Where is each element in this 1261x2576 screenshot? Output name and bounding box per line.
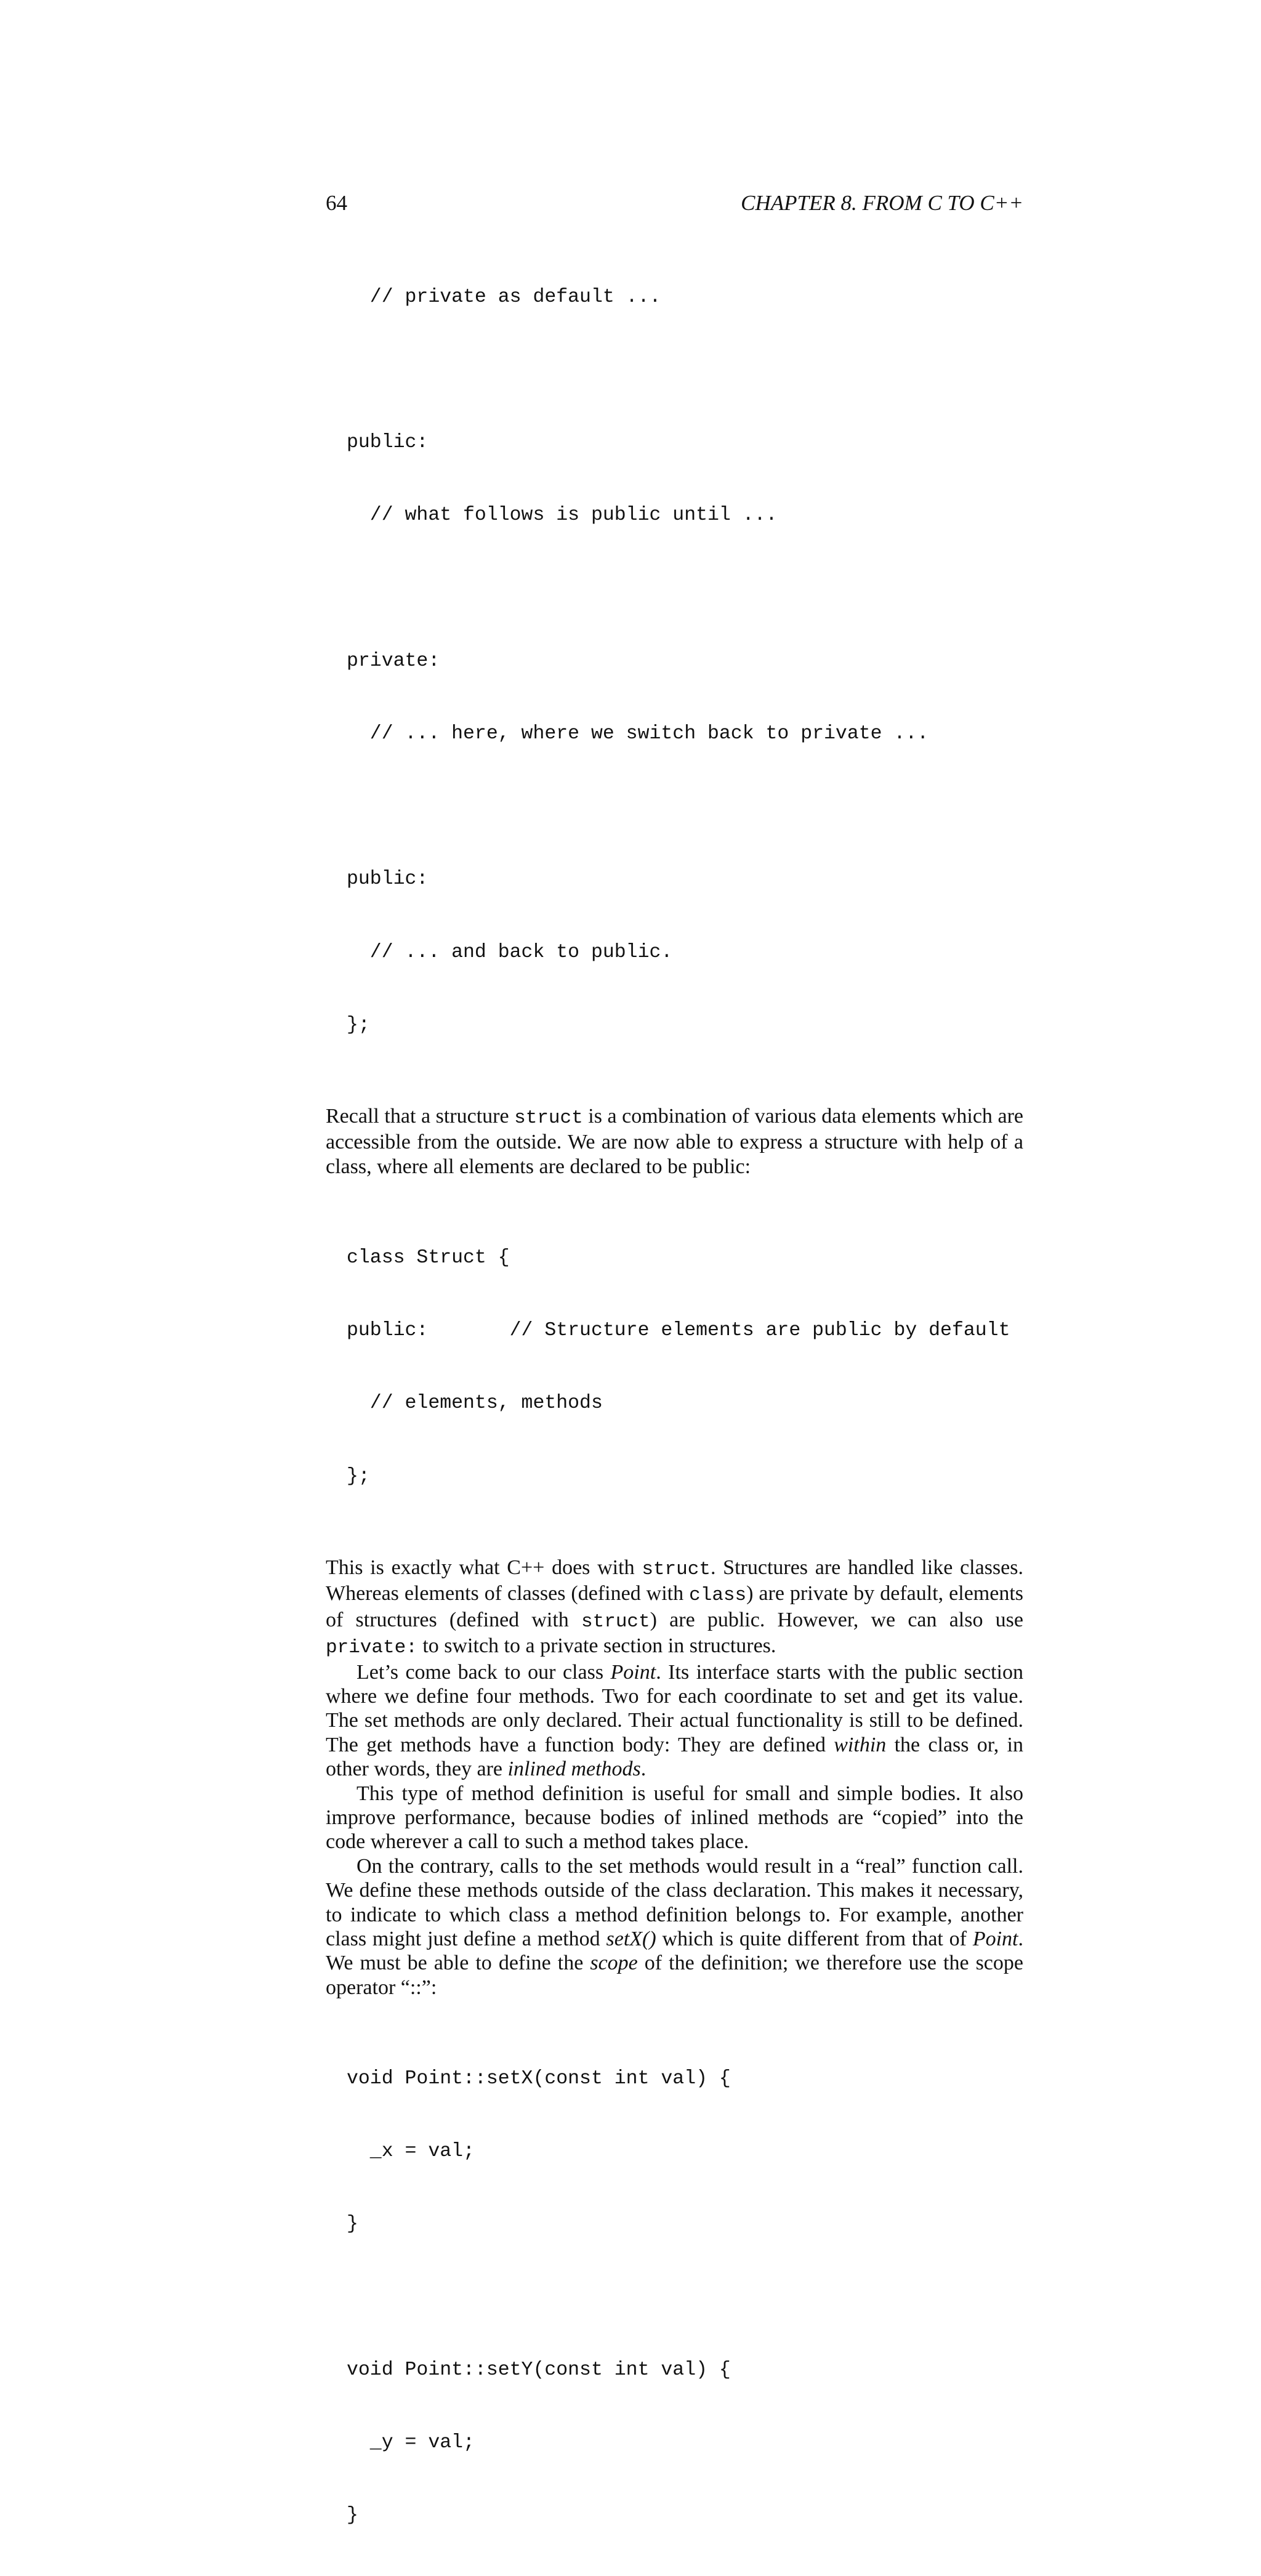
- text-run: the class or, in other words, they are: [326, 1733, 1023, 1781]
- code-block-set-methods: [326, 2018, 1023, 2576]
- code-line: // what follows is public until ...: [347, 504, 778, 527]
- inline-code: struct: [581, 1610, 650, 1633]
- code-line: }: [347, 2213, 358, 2235]
- code-line: _x = val;: [347, 2141, 475, 2163]
- emphasis: within: [834, 1733, 887, 1756]
- page-number: 64: [326, 191, 347, 215]
- emphasis: Point: [972, 1927, 1018, 1950]
- text-run: of the definition; we therefore use the scope operator “::”:: [326, 1952, 1023, 1999]
- text-run: . Its interface starts with the public section where we define four methods. Two for each coordinate to set and get its value. The set methods are only declared. Their actual functionality is still to be defined. The get methods have a function body: They are defined: [326, 1660, 1023, 1756]
- paragraph-inline-performance: [326, 1782, 1023, 1854]
- code-line: private:: [347, 650, 440, 672]
- code-line: // elements, methods: [347, 1392, 603, 1415]
- code-line: public:: [347, 432, 429, 454]
- text-run: This is exactly what C++ does with: [326, 1556, 642, 1579]
- paragraph-point-interface: [326, 1660, 1023, 1782]
- text-run: On the contrary, calls to the set methods would result in a “real” function call. We define these methods outside of the class declaration. This makes it necessary, to indicate to which class a method definition belongs to. For example, another class might just define a method: [326, 1854, 1023, 1950]
- code-line: // private as default ...: [347, 286, 661, 308]
- emphasis: scope: [590, 1952, 638, 1975]
- text-run: Let’s come back to our class: [357, 1660, 611, 1684]
- page-header: [326, 185, 1023, 222]
- text-run: is a combination of various data elements which are accessible from the outside. We are now able to express a structure with help of a class, where all elements are declared to be public:: [326, 1105, 1023, 1178]
- inline-code: struct: [642, 1558, 711, 1580]
- code-line: };: [347, 1465, 370, 1487]
- text-run: . We must be able to define the: [326, 1927, 1023, 1975]
- text-run: This type of method definition is useful for small and simple bodies. It also improve performance, because bodies of inlined methods are “copied” into the code wherever a call to such a method takes place.: [326, 1782, 1023, 1854]
- code-line: [347, 358, 1023, 382]
- text-run: ) are private by default, elements of structures (defined with: [326, 1582, 1023, 1631]
- text-run: . Structures are handled like classes. Whereas elements of classes (defined with: [326, 1556, 1023, 1605]
- code-block-struct-class: [326, 1197, 1023, 1537]
- code-line: class Struct {: [347, 1247, 510, 1269]
- code-line: public:: [347, 868, 429, 890]
- paragraph-struct-recall: [326, 1104, 1023, 1179]
- code-line: [347, 2285, 1023, 2309]
- paragraph-cpp-struct: [326, 1556, 1023, 1660]
- text-run: .: [640, 1758, 647, 1781]
- code-line: [347, 576, 1023, 600]
- code-line: };: [347, 1014, 370, 1036]
- text-run: ) are public. However, we can also use: [650, 1608, 1023, 1631]
- emphasis: Point: [610, 1660, 656, 1684]
- emphasis: setX(): [606, 1927, 656, 1950]
- code-line: }: [347, 2505, 358, 2527]
- code-block-access-specifiers: [326, 236, 1023, 1086]
- code-line: [347, 794, 1023, 818]
- text-run: to switch to a private section in structures.: [417, 1634, 776, 1658]
- inline-code: struct: [514, 1107, 583, 1129]
- code-line: public: // Structure elements are public by default: [347, 1320, 1010, 1342]
- text-run: Recall that a structure: [326, 1105, 515, 1128]
- inline-code: private:: [326, 1637, 417, 1659]
- code-line: void Point::setX(const int val) {: [347, 2068, 731, 2090]
- chapter-title: CHAPTER 8. FROM C TO C++: [741, 191, 1023, 215]
- emphasis: inlined methods: [507, 1758, 641, 1781]
- text-run: which is quite different from that of: [656, 1927, 973, 1950]
- paragraph-scope-operator: [326, 1854, 1023, 2000]
- inline-code: class: [689, 1585, 747, 1607]
- code-line: // ... and back to public.: [347, 941, 673, 963]
- document-page: [326, 185, 1023, 2576]
- code-line: void Point::setY(const int val) {: [347, 2359, 731, 2381]
- code-line: // ... here, where we switch back to private ...: [347, 723, 929, 745]
- code-line: _y = val;: [347, 2432, 475, 2454]
